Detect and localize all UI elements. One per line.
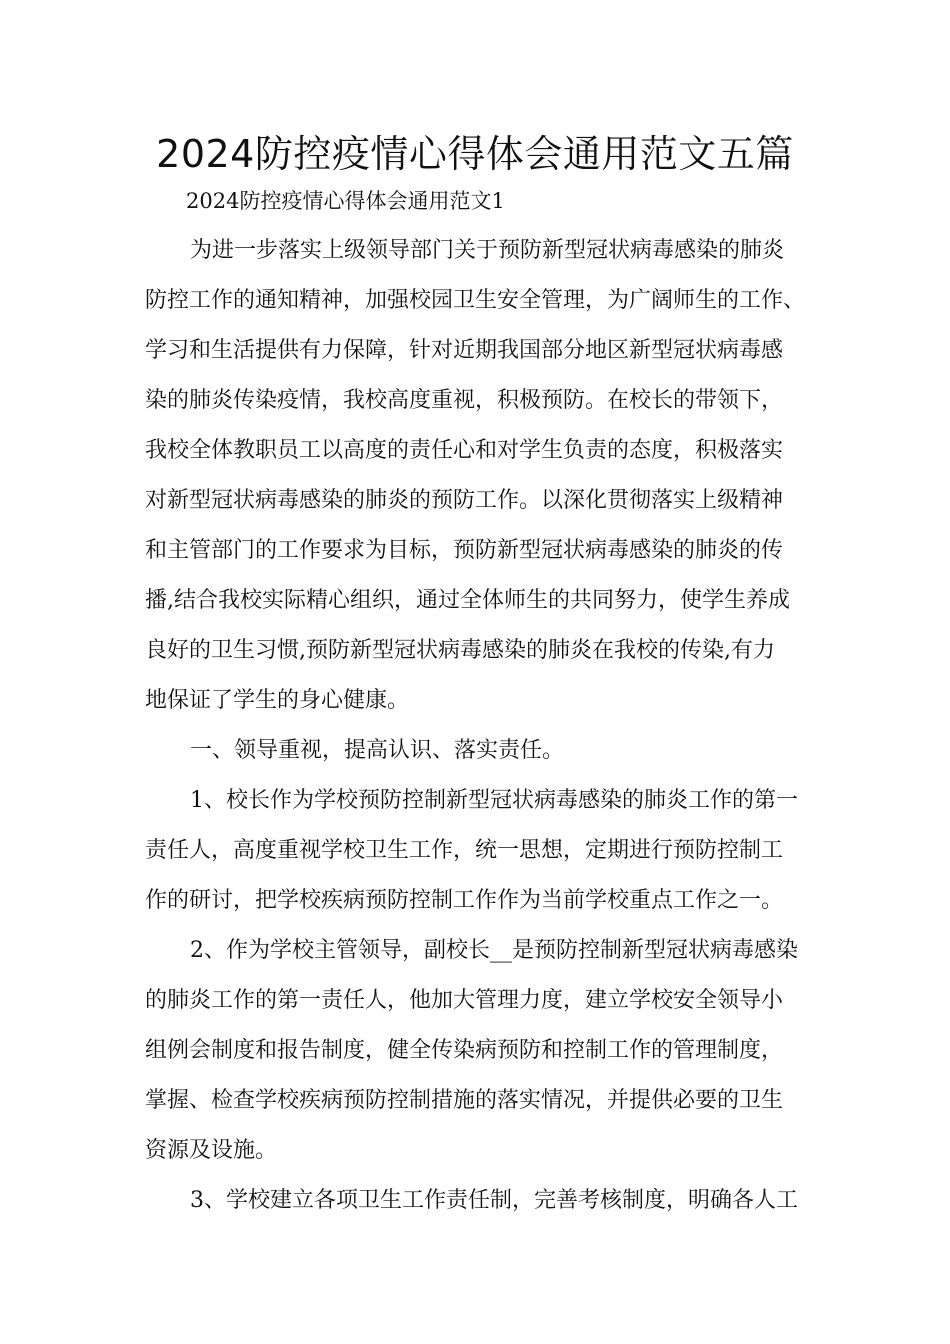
- paragraph-line: 组例会制度和报告制度，健全传染病预防和控制工作的管理制度，: [145, 1038, 784, 1063]
- paragraph-line: 资源及设施。: [145, 1138, 278, 1163]
- paragraph-line: 为进一步落实上级领导部门关于预防新型冠状病毒感染的肺炎: [190, 238, 785, 263]
- paragraph-line: 的肺炎工作的第一责任人，他加大管理力度，建立学校安全领导小: [145, 988, 784, 1013]
- paragraph-line: 学习和生活提供有力保障，针对近期我国部分地区新型冠状病毒感: [145, 338, 784, 363]
- paragraph-line: 责任人，高度重视学校卫生工作，统一思想，定期进行预防控制工: [145, 838, 784, 863]
- paragraph-line: 掌握、检查学校疾病预防控制措施的落实情况，并提供必要的卫生: [145, 1088, 784, 1113]
- paragraph-line: 播,结合我校实际精心组织，通过全体师生的共同努力，使学生养成: [145, 588, 790, 613]
- paragraph-line: 良好的卫生习惯,预防新型冠状病毒感染的肺炎在我校的传染,有力: [145, 638, 775, 663]
- paragraph-line: 我校全体教职员工以高度的责任心和对学生负责的态度，积极落实: [145, 438, 784, 463]
- paragraph-line: 作的研讨，把学校疾病预防控制工作作为当前学校重点工作之一。: [145, 888, 784, 913]
- paragraph-line: 地保证了学生的身心健康。: [145, 688, 410, 713]
- document-subtitle: 2024防控疫情心得体会通用范文1: [186, 189, 505, 213]
- paragraph-line: 1、校长作为学校预防控制新型冠状病毒感染的肺炎工作的第一: [190, 788, 798, 813]
- paragraph-line: 3、学校建立各项卫生工作责任制，完善考核制度，明确各人工: [190, 1188, 798, 1213]
- document-title: 2024防控疫情心得体会通用范文五篇: [156, 132, 794, 176]
- paragraph-line: 染的肺炎传染疫情，我校高度重视，积极预防。在校长的带领下，: [145, 388, 784, 413]
- paragraph-line: 和主管部门的工作要求为目标，预防新型冠状病毒感染的肺炎的传: [145, 538, 784, 563]
- paragraph-line: 对新型冠状病毒感染的肺炎的预防工作。以深化贯彻落实上级精神: [145, 488, 784, 513]
- paragraph-line: 防控工作的通知精神，加强校园卫生安全管理，为广阔师生的工作、: [145, 288, 806, 313]
- section-heading: 一、领导重视，提高认识、落实责任。: [190, 738, 565, 763]
- paragraph-line: 2、作为学校主管领导，副校长__是预防控制新型冠状病毒感染: [190, 938, 798, 963]
